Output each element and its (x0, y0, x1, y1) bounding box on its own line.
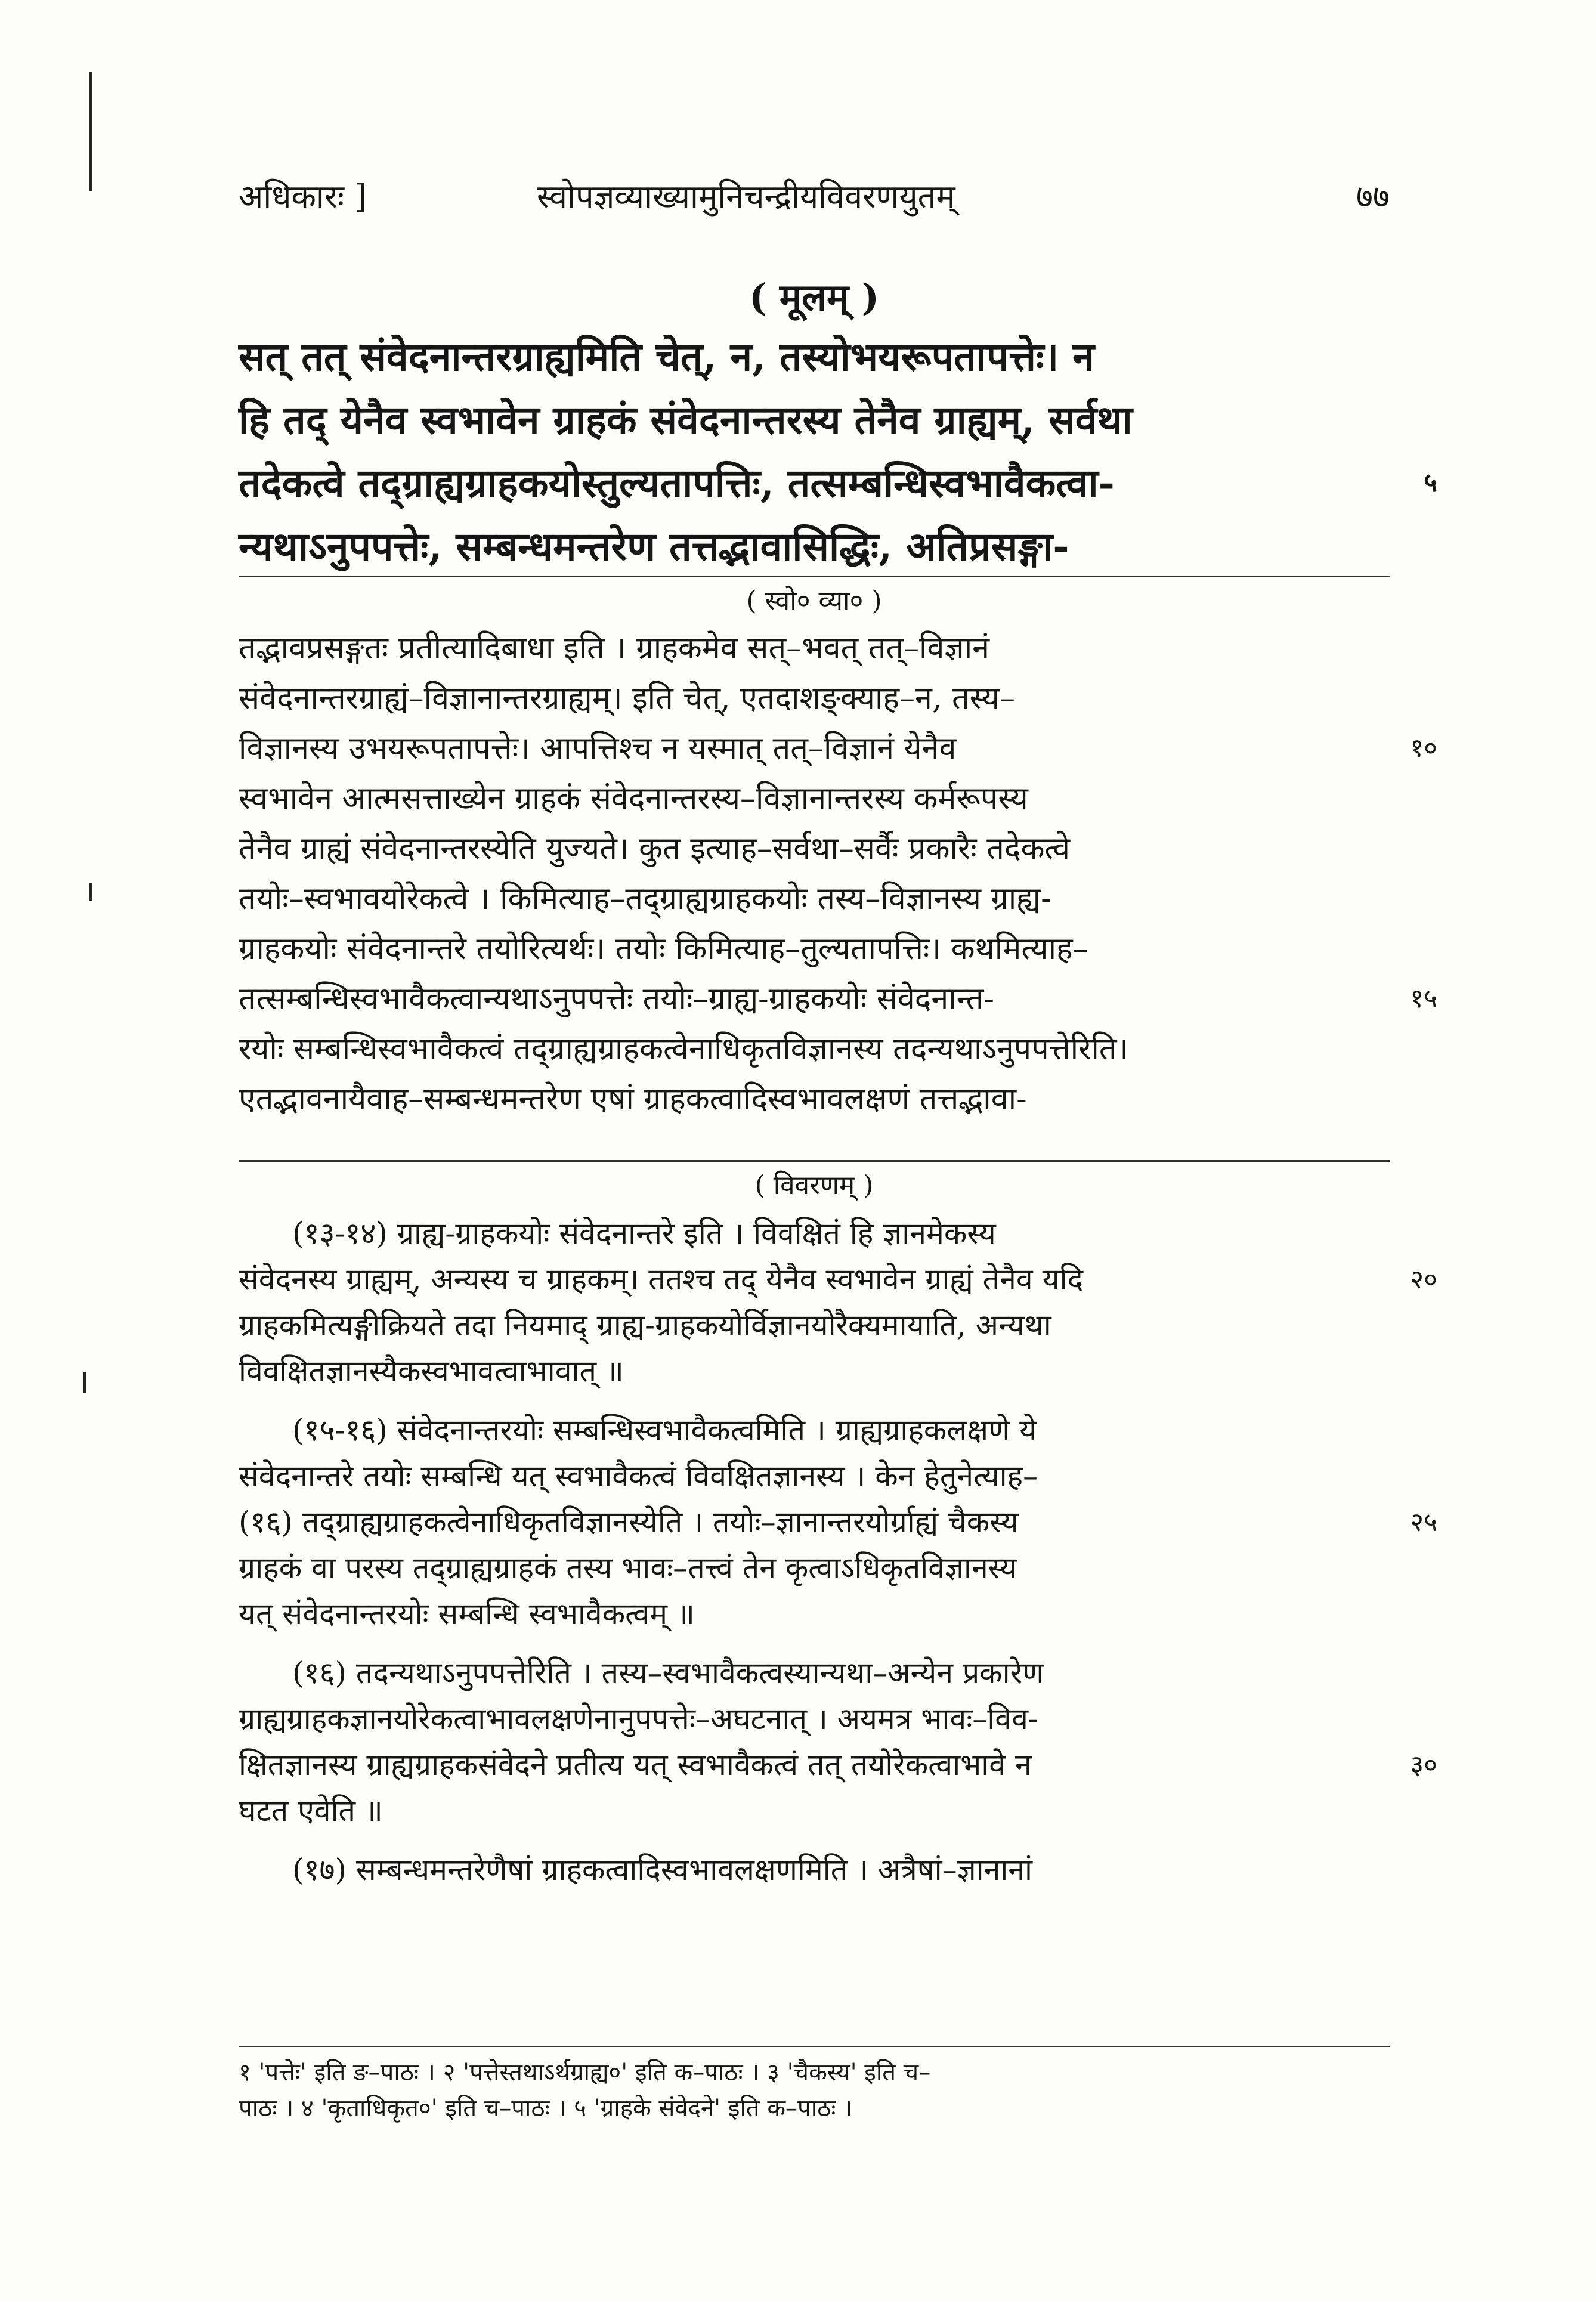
line-number: २५ (1410, 1507, 1437, 1538)
vyakhya-line (239, 623, 1390, 673)
line-text: क्षितज्ञानस्य ग्राह्यग्राहकसंवेदने प्रतीत्य यत् स्वभावैकत्वं तत् तयोरेकत्वाभावे न (239, 1748, 1032, 1782)
footnote-line: पाठः । ४ 'कृताधिकृत०' इति च–पाठः । ५ 'ग्राहके संवेदने' इति क–पाठः । (239, 2095, 853, 2122)
line-text: तत्सम्बन्धिस्वभावैकत्वान्यथाऽनुपपत्तेः तयोः–ग्राह्य-ग्राहकयोः संवेदनान्त- (239, 981, 994, 1017)
vivarana-line (239, 1696, 1390, 1742)
mula-line (239, 325, 1390, 388)
running-header (239, 173, 1390, 227)
vyakhya-line (239, 974, 1437, 1024)
line-text: सत् तत् संवेदनान्तरग्राह्यमिति चेत्, न, तस्योभयरूपतापत्तेः। न (239, 333, 1094, 380)
vyakhya-line (239, 673, 1390, 723)
line-text: विज्ञानस्य उभयरूपतापत्तेः। आपत्तिश्च न यस्मात् तत्–विज्ञानं येनैव (239, 731, 957, 766)
line-text: विवक्षितज्ञानस्यैकस्वभावत्वाभावात् ॥ (239, 1354, 624, 1388)
section-rule (239, 576, 1390, 577)
line-number: १५ (1410, 984, 1437, 1014)
line-text: तदेकत्वे तद्ग्राह्यग्राहकयोस्तुल्यतापत्तिः, तत्सम्बन्धिस्वभावैकत्वा- (239, 460, 1115, 506)
section-rule (239, 1160, 1390, 1162)
line-text: (१७) सम्बन्धमन्तरेणैषां ग्राहकत्वादिस्वभावलक्षणमिति । अत्रैषां–ज्ञानानां (292, 1852, 1032, 1887)
vyakhya-line (239, 1024, 1390, 1074)
line-text: यत् संवेदनान्तरयोः सम्बन्धि स्वभावैकत्वम् ॥ (239, 1597, 695, 1631)
line-text: स्वभावेन आत्मसत्ताख्येन ग्राहकं संवेदनान्तरस्य–विज्ञानान्तरस्य कर्मरूपस्य (239, 781, 1028, 817)
line-text: संवेदनस्य ग्राह्यम्, अन्यस्य च ग्राहकम्। ततश्च तद् येनैव स्वभावेन ग्राह्यं तेनैव यदि (239, 1262, 1084, 1297)
vivarana-line (239, 1545, 1390, 1591)
vivarana-line (239, 1408, 1390, 1453)
vivarana-text (239, 1211, 1437, 1893)
vyakhya-line (239, 924, 1390, 974)
line-text: तयोः–स्वभावयोरेकत्वे । किमित्याह–तद्ग्राह्यग्राहकयोः तस्य–विज्ञानस्य ग्राह्य- (239, 881, 1051, 917)
line-text: संवेदनान्तरग्राह्यं–विज्ञानान्तरग्राह्यम्। इति चेत्, एतदाशङ्क्याह–न, तस्य– (239, 681, 1015, 716)
header-chapter: अधिकारः ] (239, 178, 367, 215)
line-number: ३० (1410, 1750, 1437, 1780)
line-number: २० (1410, 1264, 1437, 1295)
mula-line (239, 388, 1390, 451)
footnote-line: १ 'पत्तेः' इति ङ–पाठः । २ 'पत्तेस्तथाऽर्थग्राह्य०' इति क–पाठः । ३ 'चैकस्य' इति च– (239, 2059, 931, 2086)
line-text: (१५-१६) संवेदनान्तरयोः सम्बन्धिस्वभावैकत्वमिति । ग्राह्यग्राहकलक्षणे ये (292, 1413, 1037, 1448)
mula-heading: ( मूलम् ) (748, 276, 880, 319)
vyakhya-text (239, 623, 1437, 1124)
mula-line (239, 515, 1390, 578)
line-text: एतद्भावनायैवाह–सम्बन्धमन्तरेण एषां ग्राहकत्वादिस्वभावलक्षणं तत्तद्भावा- (239, 1081, 1027, 1117)
vivarana-line (239, 1591, 1390, 1637)
header-title: स्वोपज्ञव्याख्यामुनिचन्द्रीयविवरणयुतम् (537, 178, 955, 215)
vyakhya-line (239, 874, 1390, 924)
vivarana-line (239, 1650, 1390, 1696)
mula-line (239, 451, 1437, 515)
line-text: (१६) तदन्यथाऽनुपपत्तेरिति । तस्य–स्वभावैकत्वस्यान्यथा–अन्येन प्रकारेण (292, 1656, 1044, 1690)
footnotes (239, 2055, 1390, 2126)
vivarana-line (239, 1788, 1390, 1834)
line-text: घटत एवेति ॥ (239, 1793, 383, 1828)
page-number: ७७ (1356, 178, 1390, 215)
line-text: संवेदनान्तरे तयोः सम्बन्धि यत् स्वभावैकत्वं विवक्षितज्ञानस्य । केन हेतुनेत्याह– (239, 1459, 1038, 1493)
vivarana-line (239, 1453, 1390, 1499)
vivarana-line (239, 1211, 1390, 1257)
left-margin-mark (89, 883, 92, 901)
vyakhya-line (239, 824, 1390, 874)
line-text: (१६) तद्ग्राह्यग्राहकत्वेनाधिकृतविज्ञानस्येति । तयोः–ज्ञानान्तरयोर्ग्राह्यं चैकस्य (239, 1505, 1019, 1539)
footnote-rule (239, 2046, 1390, 2047)
vivarana-line (239, 1742, 1437, 1788)
vivarana-line (239, 1349, 1390, 1394)
line-text: ग्राहकयोः संवेदनान्तरे तयोरित्यर्थः। तयोः किमित्याह–तुल्यतापत्तिः। कथमित्याह– (239, 931, 1088, 967)
line-number: ५ (1424, 468, 1437, 498)
vivarana-line (239, 1847, 1390, 1893)
line-text: ग्राहकं वा परस्य तद्ग्राह्यग्राहकं तस्य भावः–तत्त्वं तेन कृत्वाऽधिकृतविज्ञानस्य (239, 1551, 1017, 1585)
line-text: तेनैव ग्राह्यं संवेदनान्तरस्येति युज्यते। कुत इत्याह–सर्वथा–सर्वैः प्रकारैः तदेकत्वे (239, 831, 1071, 867)
line-text: (१३-१४) ग्राह्य-ग्राहकयोः संवेदनान्तरे इति । विवक्षितं हि ज्ञानमेकस्य (292, 1216, 996, 1251)
paragraph-gap (239, 1834, 1390, 1847)
line-text: तद्भावप्रसङ्गतः प्रतीत्यादिबाधा इति । ग्राहकमेव सत्–भवत् तत्–विज्ञानं (239, 630, 990, 666)
line-text: रयोः सम्बन्धिस्वभावैकत्वं तद्ग्राह्यग्राहकत्वेनाधिकृतविज्ञानस्य तदन्यथाऽनुपपत्तेरिति। (239, 1031, 1129, 1067)
vyakhya-line (239, 723, 1437, 774)
line-number: १० (1410, 733, 1437, 763)
line-text: हि तद् येनैव स्वभावेन ग्राहकं संवेदनान्तरस्य तेनैव ग्राह्यम्, सर्वथा (239, 397, 1133, 443)
paragraph-gap (239, 1394, 1390, 1408)
vyakhya-heading: ( स्वो० व्या० ) (746, 586, 882, 616)
left-margin-mark (89, 72, 92, 191)
vyakhya-line (239, 1074, 1390, 1124)
mula-text (239, 325, 1437, 578)
paragraph-gap (239, 1637, 1390, 1650)
vivarana-line (239, 1499, 1437, 1545)
vyakhya-line (239, 774, 1390, 824)
line-text: ग्राहकमित्यङ्गीक्रियते तदा नियमाद् ग्राह्य-ग्राहकयोर्विज्ञानयोरैक्यमायाति, अन्यथा (239, 1308, 1051, 1343)
line-text: ग्राह्यग्राहकज्ञानयोरेकत्वाभावलक्षणेनानुपपत्तेः–अघटनात् । अयमत्र भावः–विव- (239, 1702, 1038, 1736)
vivarana-heading: ( विवरणम् ) (754, 1170, 874, 1201)
vivarana-line (239, 1303, 1390, 1349)
vivarana-line (239, 1257, 1437, 1303)
line-text: न्यथाऽनुपपत्तेः, सम्बन्धमन्तरेण तत्तद्भावासिद्धिः, अतिप्रसङ्गा- (239, 523, 1069, 570)
left-margin-mark (83, 1372, 86, 1393)
